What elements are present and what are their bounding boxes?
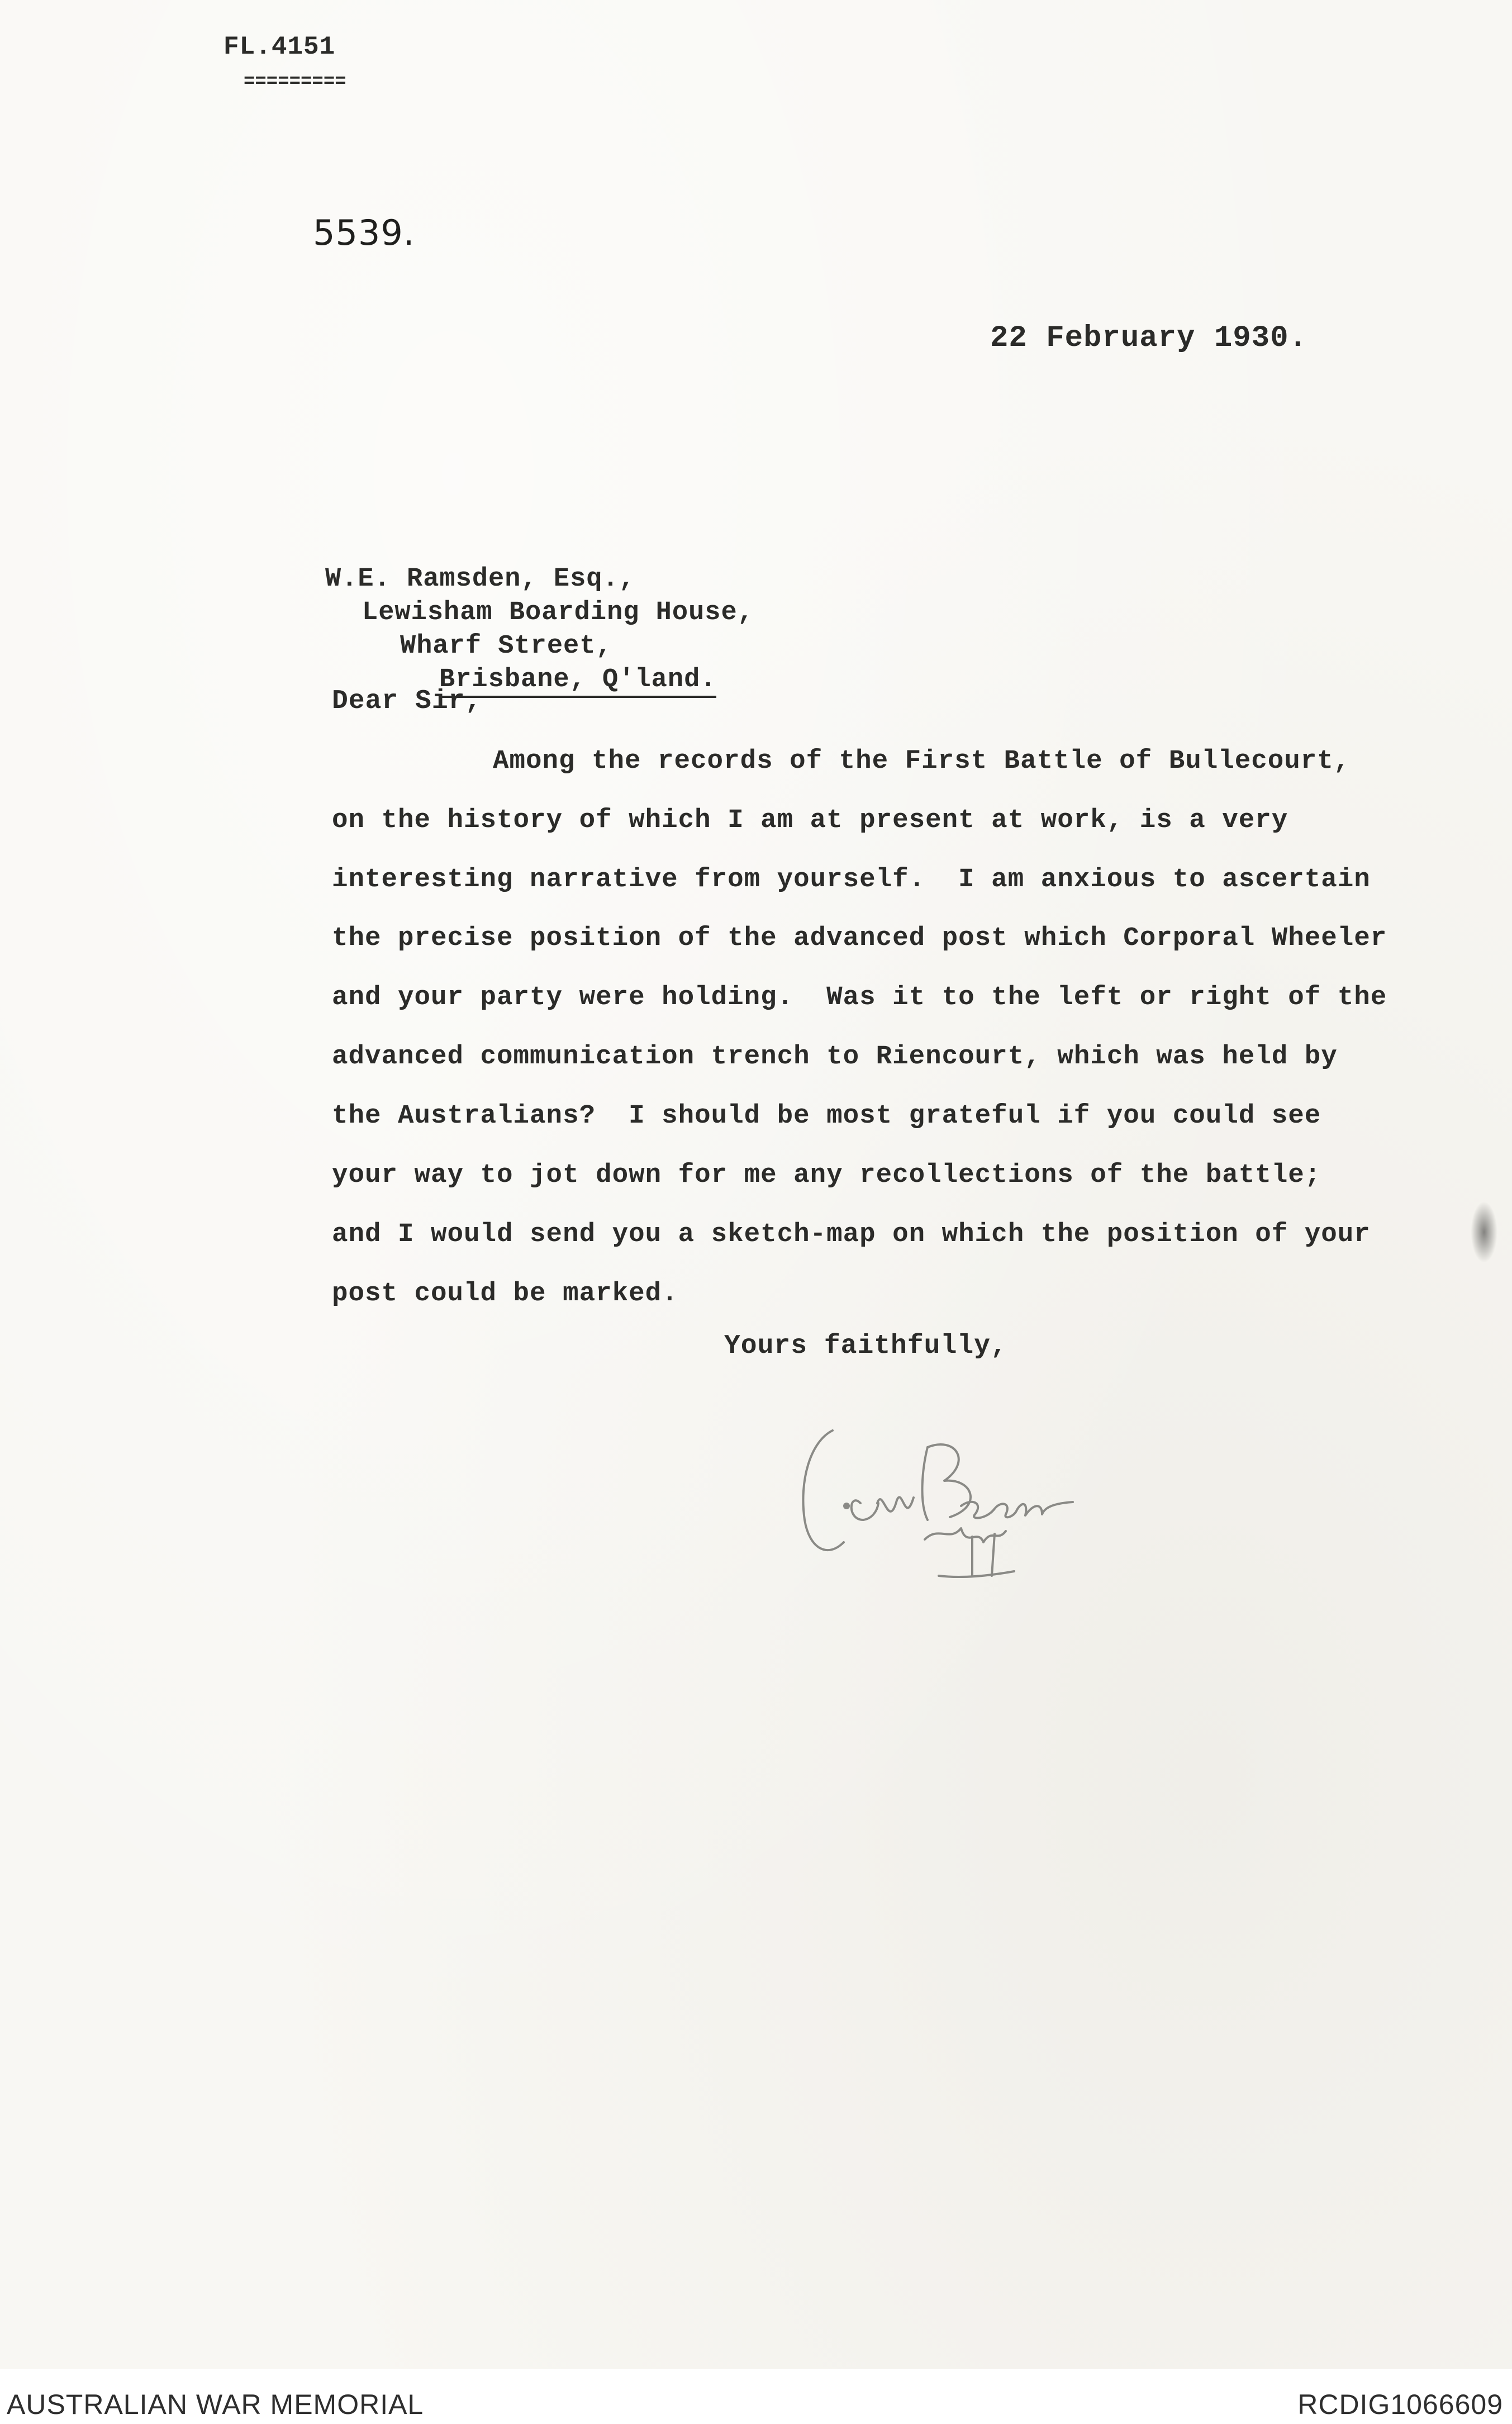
file-reference-rule: ========= bbox=[244, 72, 346, 93]
body-line: interesting narrative from yourself. I am anxious to ascertain bbox=[332, 864, 1371, 895]
ink-smudge bbox=[1471, 1201, 1497, 1263]
letter-date: 22 February 1930. bbox=[990, 321, 1307, 355]
recipient-address-line: Brisbane, Q'land. bbox=[439, 665, 716, 698]
recipient-address-line: Lewisham Boarding House, bbox=[362, 598, 754, 628]
body-line: the precise position of the advanced post which Corporal Wheeler bbox=[332, 923, 1387, 953]
body-line: the Australians? I should be most grateful if you could see bbox=[332, 1101, 1321, 1131]
body-line: advanced communication trench to Riencourt, which was held by bbox=[332, 1042, 1338, 1072]
body-line: and your party were holding. Was it to the left or right of the bbox=[332, 982, 1387, 1013]
institution-name: AUSTRALIAN WAR MEMORIAL bbox=[7, 2389, 424, 2420]
folio-number: 5539. bbox=[313, 212, 415, 253]
handwritten-signature bbox=[793, 1408, 1095, 1593]
image-identifier: RCDIG1066609 bbox=[1297, 2389, 1503, 2420]
recipient-name: W.E. Ramsden, Esq., bbox=[325, 564, 635, 594]
closing: Yours faithfully, bbox=[724, 1331, 1007, 1361]
body-line: Among the records of the First Battle of Bullecourt, bbox=[493, 746, 1351, 776]
body-line: post could be marked. bbox=[332, 1278, 678, 1309]
body-line: on the history of which I am at present at work, is a very bbox=[332, 805, 1288, 835]
archive-footer bbox=[0, 2369, 1512, 2424]
salutation: Dear Sir, bbox=[332, 686, 482, 716]
body-line: and I would send you a sketch-map on which the position of your bbox=[332, 1219, 1371, 1249]
file-reference: FL.4151 bbox=[224, 32, 336, 61]
recipient-address-line: Wharf Street, bbox=[400, 631, 612, 661]
body-line: your way to jot down for me any recollections of the battle; bbox=[332, 1160, 1321, 1190]
